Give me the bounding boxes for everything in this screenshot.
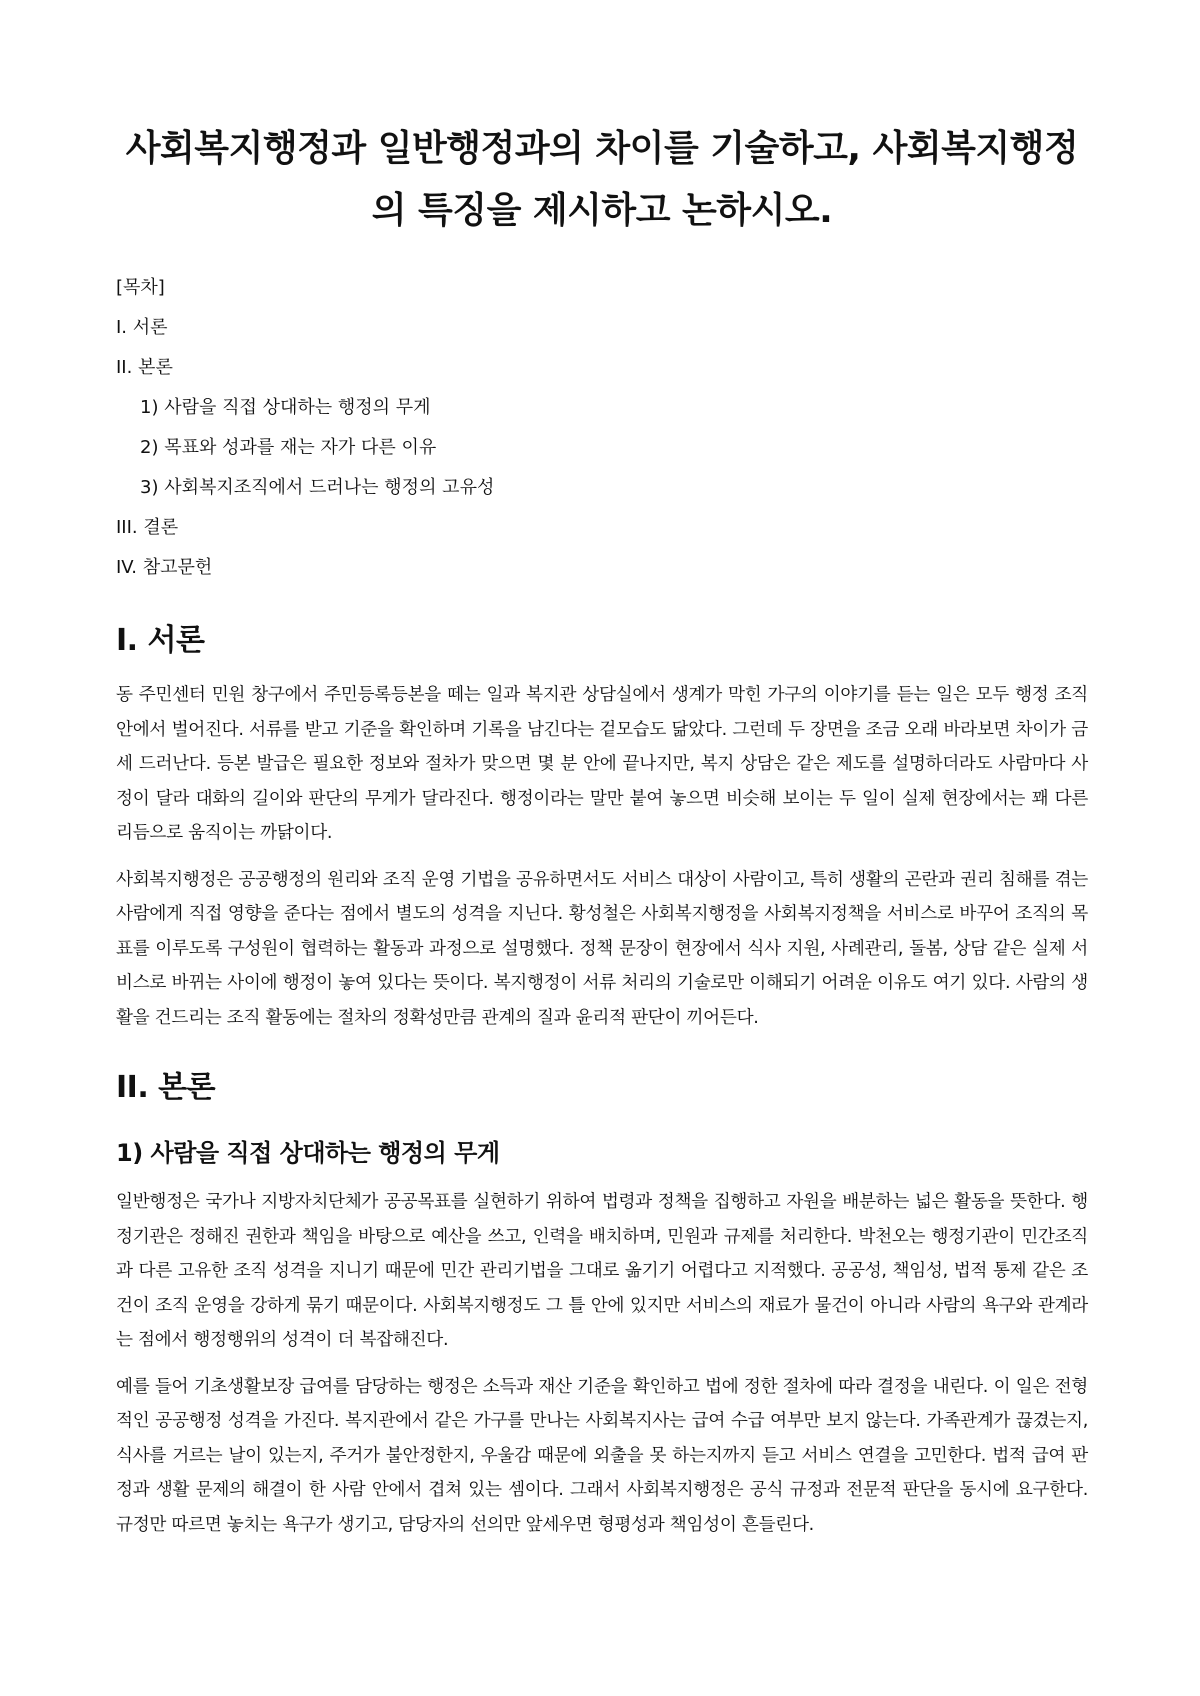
table-of-contents: [116, 268, 1088, 588]
intro-paragraph-2: 사회복지행정은 공공행정의 원리와 조직 운영 기법을 공유하면서도 서비스 대상이 사람이고, 특히 생활의 곤란과 권리 침해를 겪는 사람에게 직접 영향을 준다는 점에서 별도의 성격을 지닌다. 황성철은 사회복지행정을 사회복지정책을 서비스로 바꾸어 조직의 목표를 이루도록 구성원이 협력하는 활동과 과정으로 설명했다. 정책 문장이 현장에서 식사 지원, 사례관리, 돌봄, 상담 같은 실제 서비스로 바뀌는 사이에 행정이 놓여 있다는 뜻이다. 복지행정이 서류 처리의 기술로만 이해되기 어려운 이유도 여기 있다. 사람의 생활을 건드리는 조직 활동에는 절차의 정확성만큼 관계의 질과 윤리적 판단이 끼어든다.: [116, 869, 1088, 1028]
body-subsection-1: [116, 1133, 1088, 1542]
toc-item-body-3: 3) 사회복지조직에서 드러나는 행정의 고유성: [140, 477, 495, 498]
subsection-1-paragraph-1: 일반행정은 국가나 지방자치단체가 공공목표를 실현하기 위하여 법령과 정책을 집행하고 자원을 배분하는 넓은 활동을 뜻한다. 행정기관은 정해진 권한과 책임을 바탕으로 예산을 쓰고, 인력을 배치하며, 민원과 규제를 처리한다. 박천오는 행정기관이 민간조직과 다른 고유한 조직 성격을 지니기 때문에 민간 관리기법을 그대로 옮기기 어렵다고 지적했다. 공공성, 책임성, 법적 통제 같은 조건이 조직 운영을 강하게 묶기 때문이다. 사회복지행정도 그 틀 안에 있지만 서비스의 재료가 물건이 아니라 사람의 욕구와 관계라는 점에서 행정행위의 성격이 더 복잡해진다.: [116, 1192, 1088, 1350]
subsection-1-paragraph-2: 예를 들어 기초생활보장 급여를 담당하는 행정은 소득과 재산 기준을 확인하고 법에 정한 절차에 따라 결정을 내린다. 이 일은 전형적인 공공행정 성격을 가진다. 복지관에서 같은 가구를 만나는 사회복지사는 급여 수급 여부만 보지 않는다. 가족관계가 끊겼는지, 식사를 거르는 날이 있는지, 주거가 불안정한지, 우울감 때문에 외출을 못 하는지까지 듣고 서비스 연결을 고민한다. 법적 급여 판정과 생활 문제의 해결이 한 사람 안에서 겹쳐 있는 셈이다. 그래서 사회복지행정은 공식 규정과 전문적 판단을 동시에 요구한다. 규정만 따르면 놓치는 욕구가 생기고, 담당자의 선의만 앞세우면 형평성과 책임성이 흔들린다.: [116, 1376, 1088, 1535]
body-section: [116, 1065, 1088, 1111]
intro-section: [116, 618, 1088, 1035]
intro-heading: I. 서론: [116, 623, 205, 658]
toc-item-intro: I. 서론: [116, 317, 168, 338]
toc-item-references: IV. 참고문헌: [116, 557, 213, 578]
toc-item-body: II. 본론: [116, 357, 173, 378]
toc-heading: [목차]: [116, 277, 165, 298]
toc-item-body-2: 2) 목표와 성과를 재는 자가 다른 이유: [140, 437, 437, 458]
document-title: 사회복지행정과 일반행정과의 차이를 기술하고, 사회복지행정의 특징을 제시하고 논하시오.: [125, 128, 1079, 231]
intro-paragraph-1: 동 주민센터 민원 창구에서 주민등록등본을 떼는 일과 복지관 상담실에서 생계가 막힌 가구의 이야기를 듣는 일은 모두 행정 조직 안에서 벌어진다. 서류를 받고 기준을 확인하며 기록을 남긴다는 겉모습도 닮았다. 그런데 두 장면을 조금 오래 바라보면 차이가 금세 드러난다. 등본 발급은 필요한 정보와 절차가 맞으면 몇 분 안에 끝나지만, 복지 상담은 같은 제도를 설명하더라도 사람마다 사정이 달라 대화의 길이와 판단의 무게가 달라진다. 행정이라는 말만 붙여 놓으면 비슷해 보이는 두 일이 실제 현장에서는 꽤 다른 리듬으로 움직이는 까닭이다.: [116, 685, 1088, 843]
toc-item-body-1: 1) 사람을 직접 상대하는 행정의 무게: [140, 397, 431, 418]
toc-item-conclusion: III. 결론: [116, 517, 179, 538]
subsection-1-heading: 1) 사람을 직접 상대하는 행정의 무게: [116, 1139, 500, 1167]
body-heading: II. 본론: [116, 1070, 216, 1105]
